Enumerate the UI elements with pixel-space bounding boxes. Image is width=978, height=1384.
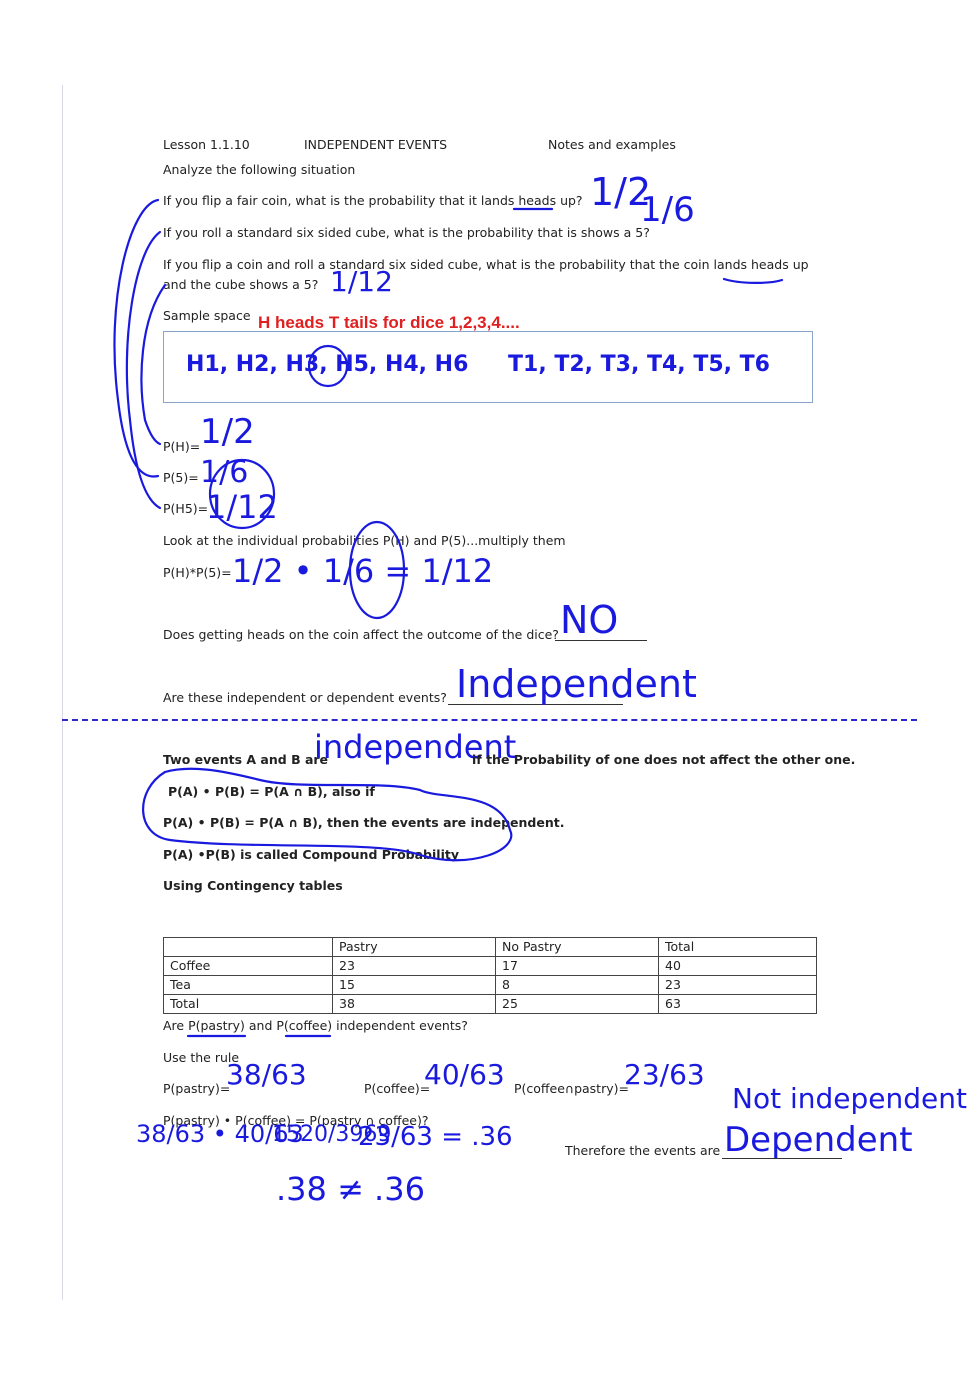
definition-post: if the Probability of one does not affect the other one. <box>472 752 856 767</box>
question-cube: If you roll a standard six sided cube, what is the probability that is shows a 5? <box>163 225 650 240</box>
contingency-heading: Using Contingency tables <box>163 878 343 893</box>
table-cell: Tea <box>164 976 333 995</box>
question-pastry-coffee: Are P(pastry) and P(coffee) independent events? <box>163 1018 468 1033</box>
note-not-independent: Not independent <box>732 1082 967 1115</box>
answer-cube: 1/6 <box>640 190 695 230</box>
arrow-icon <box>127 232 160 508</box>
sample-tails: T1, T2, T3, T4, T5, T6 <box>508 352 770 377</box>
answer-coin: 1/2 <box>590 170 652 214</box>
table-header-cell: Total <box>659 938 817 957</box>
p-pastry-label: P(pastry)= <box>163 1081 231 1096</box>
question-affect: Does getting heads on the coin affect the outcome of the dice? <box>163 627 559 642</box>
multiply-label: P(H)*P(5)= <box>163 565 232 580</box>
prob-h-answer: 1/2 <box>200 412 255 452</box>
underline-icon <box>724 279 782 283</box>
conclusion-label: Therefore the events are <box>565 1143 721 1158</box>
table-header-cell: No Pastry <box>496 938 659 957</box>
check-product: 1520/3969 <box>272 1122 392 1147</box>
circle-icon <box>210 460 274 528</box>
prob-5-label: P(5)= <box>163 470 199 485</box>
conclusion-answer: Dependent <box>724 1120 913 1160</box>
table-header-cell: Pastry <box>333 938 496 957</box>
table-cell: 15 <box>333 976 496 995</box>
notes-label: Notes and examples <box>548 137 676 152</box>
table-cell: Coffee <box>164 957 333 976</box>
question-coin: If you flip a fair coin, what is the probability that it lands heads up? <box>163 193 583 208</box>
prob-h-label: P(H)= <box>163 439 201 454</box>
table-cell: 38 <box>333 995 496 1014</box>
arrow-icon <box>142 285 165 444</box>
sample-space-note: H heads T tails for dice 1,2,3,4.... <box>258 313 520 332</box>
p-both-answer: 23/63 <box>624 1058 705 1091</box>
prob-5-answer: 1/6 <box>200 455 249 490</box>
enclosure-icon <box>143 769 511 861</box>
table-cell: 25 <box>496 995 659 1014</box>
p-pastry-answer: 38/63 <box>226 1058 307 1091</box>
table-cell: 8 <box>496 976 659 995</box>
circle-icon <box>350 522 404 618</box>
check-compare: .38 ≠ .36 <box>276 1170 425 1208</box>
question-type: Are these independent or dependent events? <box>163 690 447 705</box>
sample-space-label: Sample space <box>163 308 251 323</box>
check-work-left: 38/63 • 40/63 <box>136 1120 304 1148</box>
definition-fill: independent <box>314 728 517 766</box>
rule-label: Use the rule <box>163 1050 240 1065</box>
answer-type: Independent <box>456 662 697 706</box>
definition-line3: P(A) •P(B) is called Compound Probability <box>163 847 459 862</box>
prob-h5-answer: 1/12 <box>206 488 278 526</box>
table-cell: 40 <box>659 957 817 976</box>
table-cell: 63 <box>659 995 817 1014</box>
intro-text: Analyze the following situation <box>163 162 356 177</box>
p-coffee-label: P(coffee)= <box>364 1081 431 1096</box>
table-cell: 23 <box>333 957 496 976</box>
lesson-number: Lesson 1.1.10 <box>163 137 250 152</box>
p-coffee-answer: 40/63 <box>424 1058 505 1091</box>
table-cell: Total <box>164 995 333 1014</box>
answer-combined: 1/12 <box>330 265 393 298</box>
circle-icon <box>309 346 347 386</box>
table-cell: 17 <box>496 957 659 976</box>
lesson-topic: INDEPENDENT EVENTS <box>304 137 448 152</box>
check-right: 23/63 = .36 <box>358 1122 513 1152</box>
table-cell: 23 <box>659 976 817 995</box>
question-combined-line1: If you flip a coin and roll a standard six sided cube, what is the probability that the coin lands heads up <box>163 257 809 272</box>
answer-affect: NO <box>560 598 619 642</box>
multiply-instruction: Look at the individual probabilities P(H) and P(5)...multiply them <box>163 533 566 548</box>
question-combined-line2: and the cube shows a 5? <box>163 277 319 292</box>
multiply-work: 1/2 • 1/6 = 1/12 <box>232 552 494 590</box>
check-label: P(pastry) • P(coffee) = P(pastry ∩ coffee)? <box>163 1113 429 1128</box>
definition-pre: Two events A and B are <box>163 752 329 767</box>
definition-line2: P(A) • P(B) = P(A ∩ B), then the events are independent. <box>163 815 565 830</box>
prob-h5-label: P(H5)= <box>163 501 209 516</box>
definition-line1: P(A) • P(B) = P(A ∩ B), also if <box>168 784 375 799</box>
sample-heads: H1, H2, H3, H5, H4, H6 <box>186 352 469 377</box>
p-both-label: P(coffee∩pastry)= <box>514 1081 629 1096</box>
